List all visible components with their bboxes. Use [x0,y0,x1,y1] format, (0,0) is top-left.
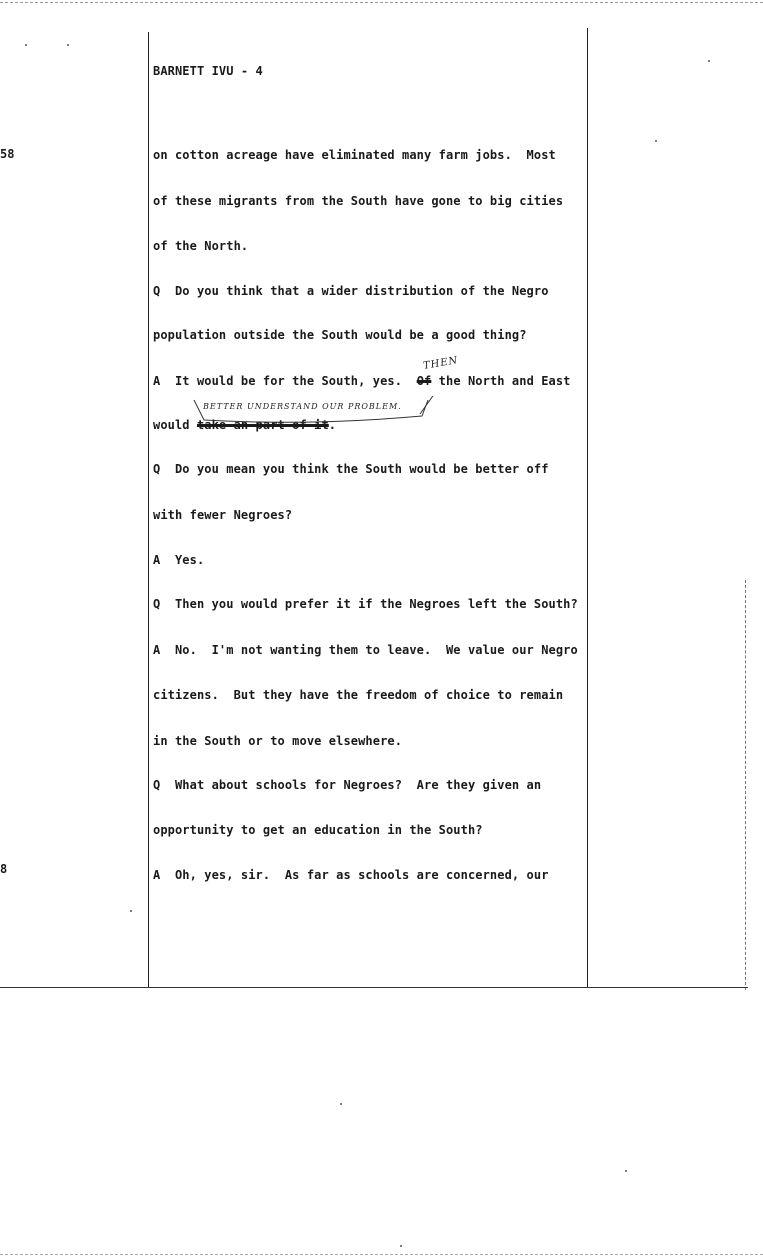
line-text: A It would be for the South, yes. [153,374,417,388]
line-text: the North and East [431,374,571,388]
transcript-line: citizens. But they have the freedom of choice to remain [153,688,564,702]
transcript-line: of these migrants from the South have gone to big cities [153,194,564,208]
transcript-line: with fewer Negroes? [153,508,293,522]
struck-text: take an part of it [196,418,329,432]
line-text: would [153,418,197,432]
scan-speck [655,140,657,142]
transcript-line: in the South or to move elsewhere. [153,734,403,748]
transcript-line: Q Do you think that a wider distribution of the Negro [153,284,549,298]
bottom-rule [0,987,748,988]
scan-speck [400,1245,402,1247]
line-text: . [328,418,337,432]
margin-number: 58 [0,147,15,161]
struck-text: Of [416,374,432,388]
scan-speck [340,1103,342,1105]
transcript-line: A No. I'm not wanting them to leave. We value our Negro [153,643,578,657]
transcript-line: population outside the South would be a good thing? [153,328,527,342]
margin-number: 8 [0,862,8,876]
transcript-line: Q Then you would prefer it if the Negroes left the South? [153,597,578,611]
transcript-line: Q Do you mean you think the South would be better off [153,462,549,476]
page-bottom-edge [0,1254,763,1255]
transcript-line: A Oh, yes, sir. As far as schools are concerned, our [153,868,549,882]
scan-speck [130,910,132,912]
handwritten-insertion-mark [190,396,440,430]
scan-speck [708,60,710,62]
transcript-line: on cotton acreage have eliminated many farm jobs. Most [153,148,556,162]
handwritten-insert-line: BETTER UNDERSTAND OUR PROBLEM. [203,402,402,411]
scan-speck [25,44,27,46]
scan-speck [67,44,69,46]
transcript-line: Q What about schools for Negroes? Are they given an [153,778,542,792]
right-edge-rule [745,580,746,990]
handwritten-insert-then: THEN [422,355,460,372]
transcript-line-edited [153,374,571,388]
scan-speck [625,1170,627,1172]
page-top-edge [0,2,763,3]
page-header: BARNETT IVU - 4 [153,64,263,78]
transcript-line: of the North. [153,239,249,253]
transcript-line: opportunity to get an education in the South? [153,823,483,837]
left-margin-rule [148,32,149,987]
transcript-line: A Yes. [153,553,205,567]
right-margin-rule [587,28,588,988]
